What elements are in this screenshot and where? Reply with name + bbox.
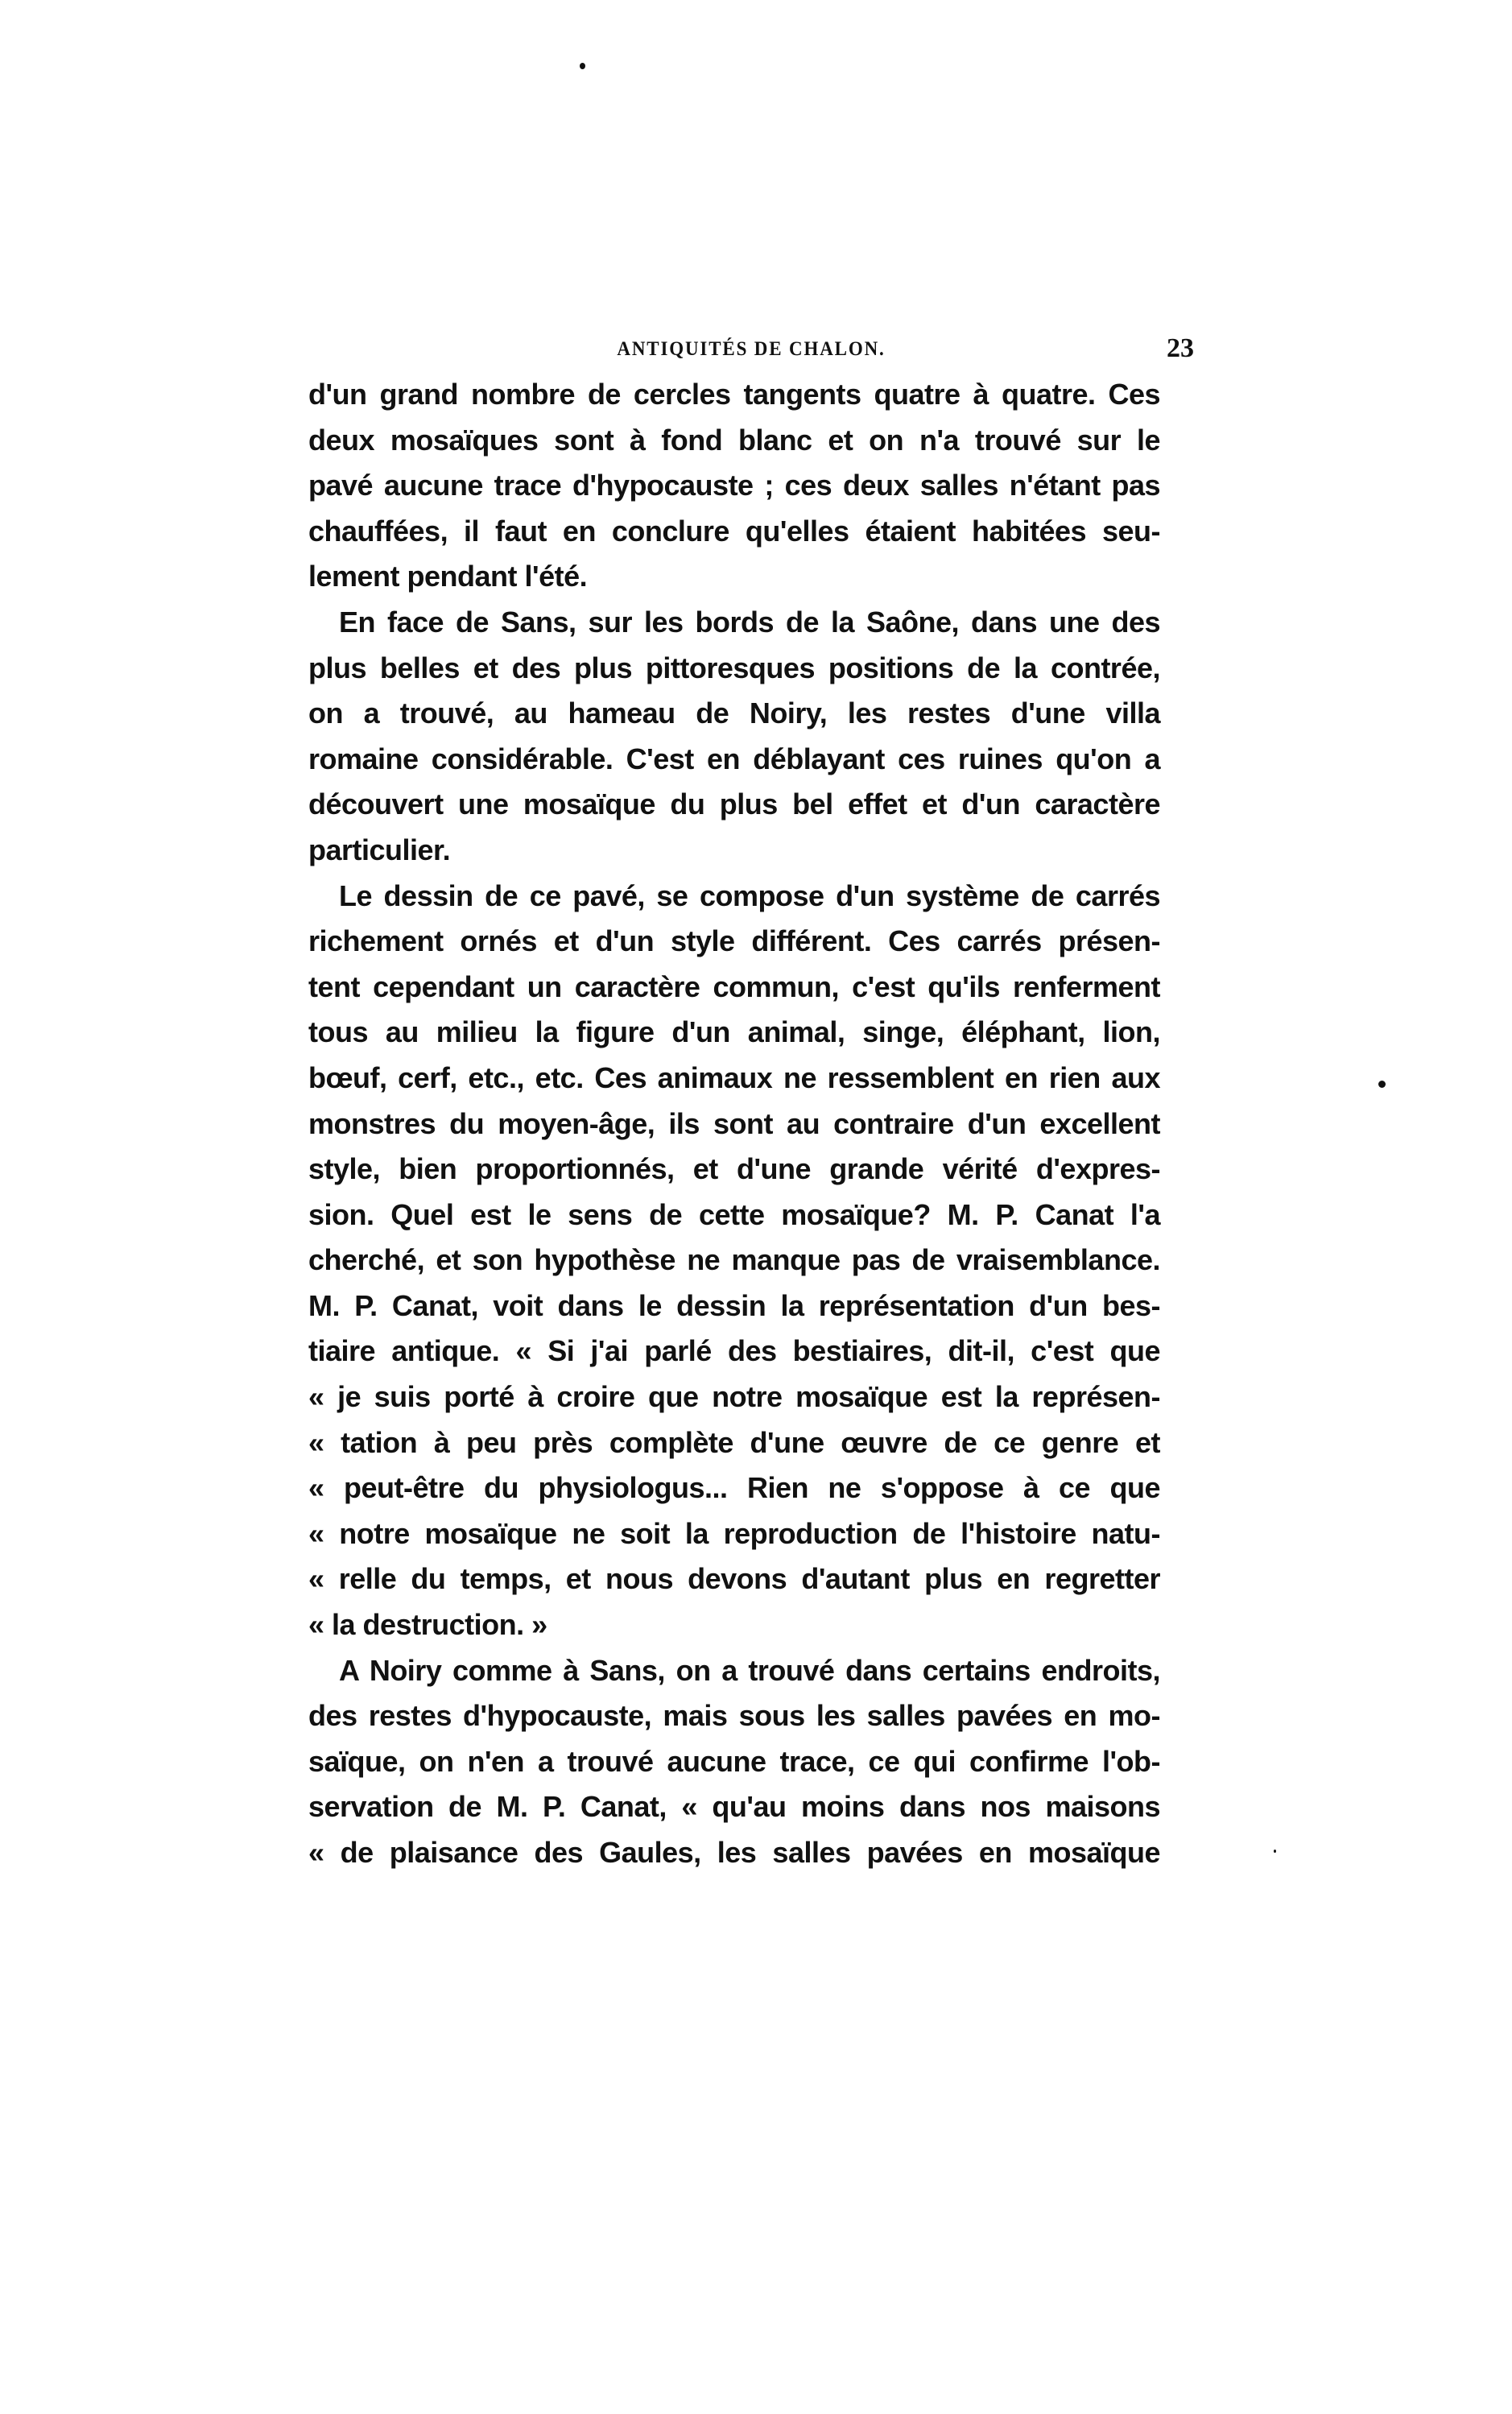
- text-line: En face de Sans, sur les bords de la Saône, dans une des: [339, 605, 1160, 639]
- text-line: « peut-être du physiologus... Rien ne s'oppose à ce que: [308, 1471, 1160, 1505]
- text-line: « relle du temps, et nous devons d'autant plus en regretter: [308, 1562, 1160, 1596]
- text-line: romaine considérable. C'est en déblayant ces ruines qu'on a: [308, 742, 1160, 775]
- text-line: particulier.: [308, 833, 451, 866]
- text-line: d'un grand nombre de cercles tangents quatre à quatre. Ces: [308, 378, 1160, 411]
- text-line: on a trouvé, au hameau de Noiry, les restes d'une villa: [308, 697, 1160, 730]
- text-line: Le dessin de ce pavé, se compose d'un système de carrés: [339, 878, 1160, 912]
- ink-speck-right: [1378, 1081, 1386, 1088]
- text-line: cherché, et son hypothèse ne manque pas de vraisemblance.: [308, 1243, 1160, 1277]
- text-line: M. P. Canat, voit dans le dessin la représentation d'un bes-: [308, 1288, 1160, 1322]
- text-line: « de plaisance des Gaules, les salles pavées en mosaïque: [308, 1836, 1160, 1869]
- text-line: saïque, on n'en a trouvé aucune trace, ce qui confirme l'ob-: [308, 1744, 1160, 1778]
- page-number: 23: [1167, 333, 1194, 363]
- text-line: « notre mosaïque ne soit la reproduction de l'histoire natu-: [308, 1516, 1160, 1550]
- text-line: A Noiry comme à Sans, on a trouvé dans certains endroits,: [339, 1653, 1160, 1687]
- text-line: sion. Quel est le sens de cette mosaïque? M. P. Canat l'a: [308, 1197, 1160, 1231]
- text-line: pavé aucune trace d'hypocauste ; ces deux salles n'étant pas: [308, 469, 1160, 502]
- running-head: [308, 333, 1194, 370]
- text-line: bœuf, cerf, etc., etc. Ces animaux ne ressemblent en rien aux: [308, 1060, 1160, 1094]
- text-line: lement pendant l'été.: [308, 560, 588, 593]
- ink-speck-bottom-right: [1274, 1850, 1276, 1853]
- running-title: ANTIQUITÉS DE CHALON.: [617, 338, 886, 360]
- text-line: deux mosaïques sont à fond blanc et on n'a trouvé sur le: [308, 423, 1160, 457]
- body-text: [308, 372, 1160, 1876]
- ink-speck-top: [580, 63, 585, 69]
- text-line: monstres du moyen-âge, ils sont au contraire d'un excellent: [308, 1106, 1160, 1140]
- text-line: richement ornés et d'un style différent. Ces carrés présen-: [308, 924, 1160, 958]
- text-line: tent cependant un caractère commun, c'est qu'ils renferment: [308, 969, 1160, 1003]
- text-line: style, bien proportionnés, et d'une grande vérité d'expres-: [308, 1152, 1160, 1186]
- text-line: découvert une mosaïque du plus bel effet et d'un caractère: [308, 787, 1160, 821]
- text-line: des restes d'hypocauste, mais sous les salles pavées en mo-: [308, 1699, 1160, 1733]
- text-line: « je suis porté à croire que notre mosaïque est la représen-: [308, 1380, 1160, 1414]
- text-line: plus belles et des plus pittoresques positions de la contrée,: [308, 651, 1160, 684]
- text-line: chauffées, il faut en conclure qu'elles étaient habitées seu-: [308, 514, 1160, 548]
- text-line: « la destruction. »: [308, 1608, 547, 1642]
- text-line: tiaire antique. « Si j'ai parlé des bestiaires, dit-il, c'est que: [308, 1334, 1160, 1368]
- text-line: tous au milieu la figure d'un animal, singe, éléphant, lion,: [308, 1015, 1160, 1049]
- text-line: « tation à peu près complète d'une œuvre de ce genre et: [308, 1425, 1160, 1459]
- text-line: servation de M. P. Canat, « qu'au moins dans nos maisons: [308, 1790, 1160, 1824]
